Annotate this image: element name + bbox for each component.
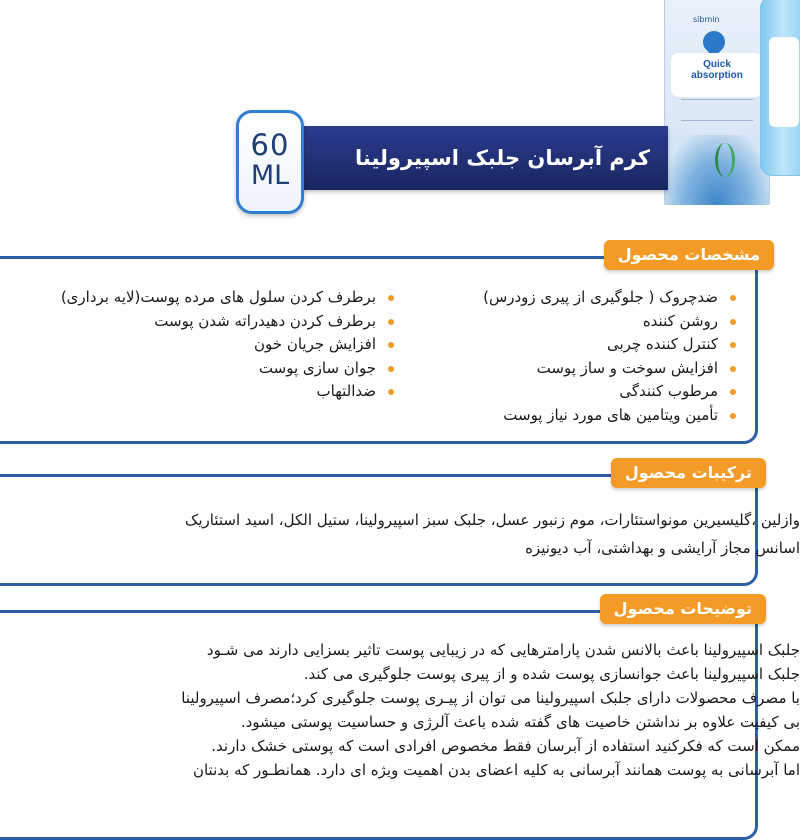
description-line: جلبک اسپیرولینا باعث جوانسازی پوست شده و از پیری پوست جلوگیری می کند.	[303, 665, 800, 683]
bullet-dot-icon	[730, 413, 736, 419]
specs-heading: مشخصات محصول	[604, 240, 774, 270]
package-label	[671, 53, 763, 97]
list-item: ضدچروک ( جلوگیری از پیری زودرس)	[483, 286, 736, 310]
list-item: افزایش جریان خون	[61, 333, 394, 357]
bullet-dot-icon	[730, 366, 736, 372]
package-name-line1: Quick	[703, 59, 731, 70]
bullet-dot-icon	[388, 342, 394, 348]
bullet-dot-icon	[388, 366, 394, 372]
list-item: برطرف کردن سلول های مرده پوست(لایه برداری)	[61, 286, 394, 310]
bullet-dot-icon	[730, 295, 736, 301]
title-banner	[268, 126, 668, 190]
description-line: ممکن است که فکرکنید استفاده از آبرسان فقط مخصوص افرادی است که پوستی خشک دارند.	[211, 737, 800, 755]
ingredients-text	[185, 506, 800, 562]
product-box	[664, 0, 770, 205]
list-item: ضدالتهاب	[61, 380, 394, 404]
description-heading: توضیحات محصول	[600, 594, 766, 624]
seaweed-icon	[715, 143, 735, 177]
specs-right-list	[483, 286, 736, 427]
package-brand: sibmin	[693, 15, 720, 24]
list-item: برطرف کردن دهیدراته شدن پوست	[61, 310, 394, 334]
description-line: جلبک اسپیرولینا باعث بالانس شدن پارامترهایی که در زیبایی پوست تاثیر بسزایی دارند می شـود	[206, 641, 800, 659]
volume-badge	[236, 110, 304, 214]
description-text	[181, 638, 800, 782]
package-fine-print	[681, 99, 753, 121]
bullet-dot-icon	[730, 319, 736, 325]
list-item: مرطوب کنندگی	[483, 380, 736, 404]
ingredients-line: اسانس مجاز آرایشی و بهداشتی، آب دیونیزه	[525, 539, 800, 557]
description-line: با مصرف محصولات دارای جلبک اسپیرولینا می توان از پیـری پوست جلوگیری کرد؛مصرف اسپیرولینا	[181, 689, 800, 707]
list-item: افزایش سوخت و ساز پوست	[483, 357, 736, 381]
bullet-dot-icon	[388, 319, 394, 325]
specs-left-list	[61, 286, 394, 404]
tube-label	[769, 37, 799, 127]
list-item: جوان سازی پوست	[61, 357, 394, 381]
bullet-dot-icon	[388, 295, 394, 301]
package-name-line2: absorption	[691, 70, 743, 81]
ingredients-heading: ترکیبات محصول	[611, 458, 766, 488]
description-line: بی کیفیت علاوه بر نداشتن خاصیت های گفته شده باعث آلرژی و حساسیت پوستی میشود.	[240, 713, 800, 731]
bullet-dot-icon	[730, 389, 736, 395]
ingredients-line: وازلین ،گلیسیرین مونواستئارات، موم زنبور عسل، جلبک سبز اسپیرولینا، ستیل الکل، اسید استئاریک	[184, 511, 800, 529]
description-line: اما آبرسانی به پوست همانند آبرسانی به کلیه اعضای بدن اهمیت ویژه ای دارد. همانطـور که بدنتان	[192, 761, 800, 779]
bullet-dot-icon	[730, 342, 736, 348]
volume-unit: ML	[250, 160, 290, 191]
bullet-dot-icon	[388, 389, 394, 395]
list-item: تأمین ویتامین های مورد نیاز پوست	[483, 404, 736, 428]
volume-number: 60	[250, 128, 290, 162]
product-title: کرم آبرسان جلبک اسپیرولینا	[354, 146, 650, 170]
list-item: روشن کننده	[483, 310, 736, 334]
list-item: کنترل کننده چربی	[483, 333, 736, 357]
product-package-image	[664, 0, 800, 205]
product-tube	[760, 0, 800, 176]
